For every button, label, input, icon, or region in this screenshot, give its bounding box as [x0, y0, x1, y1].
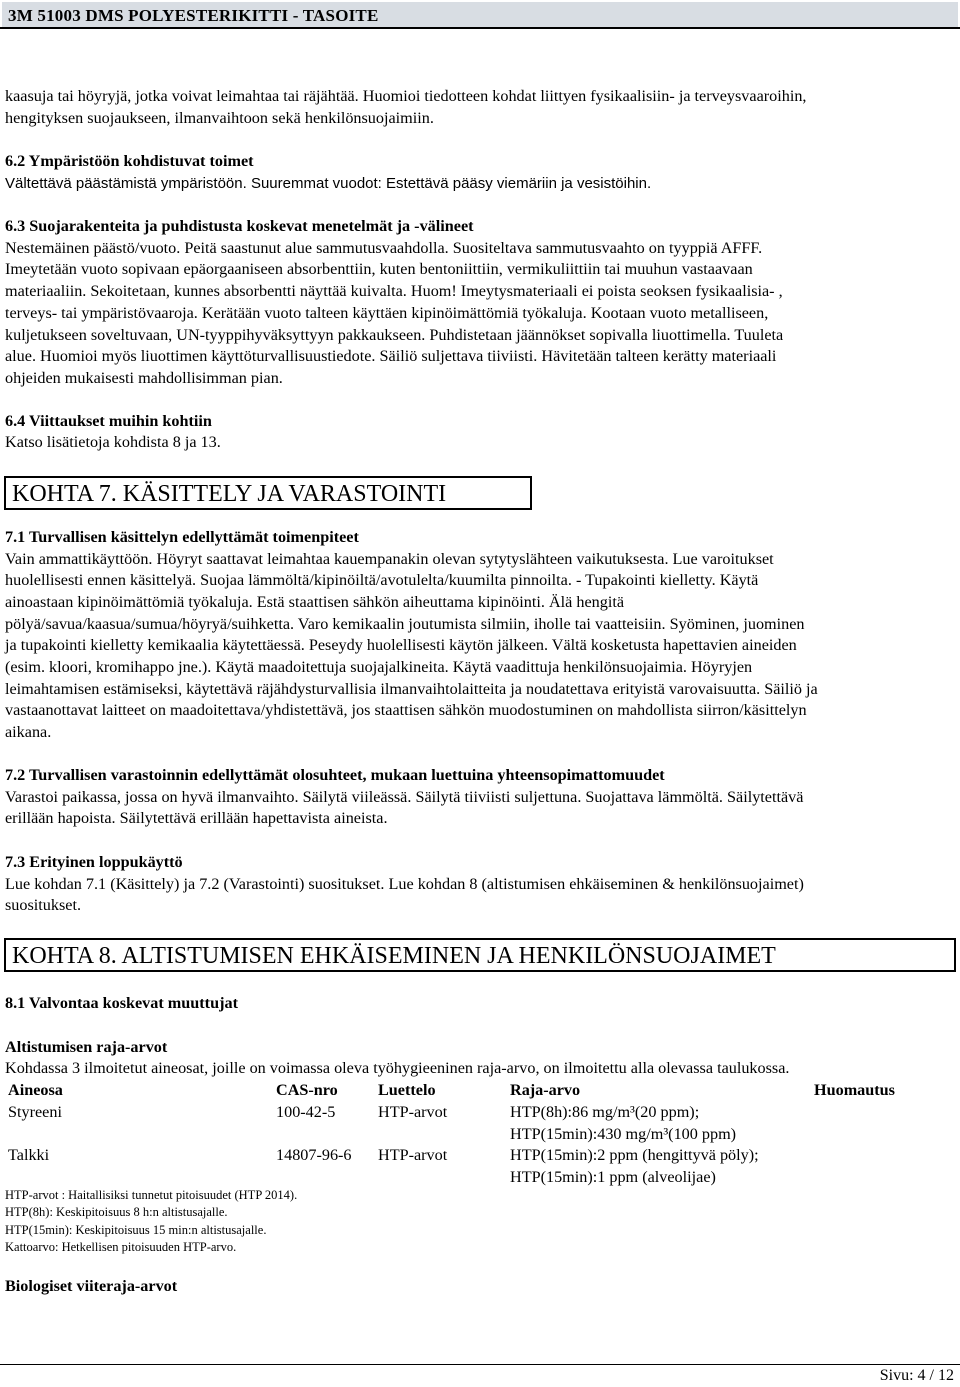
table-cell: HTP-arvot — [378, 1146, 448, 1164]
document-header — [2, 2, 958, 28]
paragraph-line: Lue kohdan 7.1 (Käsittely) ja 7.2 (Varastointi) suositukset. Lue kohdan 8 (altistumisen ehkäiseminen & henkilönsuojaimet) — [5, 875, 804, 893]
paragraph-line: materiaaliin. Sekoitetaan, kunnes absorbentti näyttää kuivalta. Huom! Imeytysmateriaali ei poista seoksen fysikaalisia- , — [5, 282, 783, 300]
table-header-cell: Raja-arvo — [510, 1081, 581, 1099]
table-cell: HTP(8h):86 mg/m³(20 ppm); — [510, 1103, 700, 1121]
paragraph-line: Imeytetään vuoto sopivaan epäorgaaniseen absorbenttiin, kuten bentoniittiin, vermikuliittiin tai muuhun vastaavaan — [5, 260, 753, 278]
subsection-heading-6-4: 6.4 Viittaukset muihin kohtiin — [5, 412, 212, 430]
subsection-heading-7-2: 7.2 Turvallisen varastoinnin edellyttämät olosuhteet, mukaan luettuina yhteensopimattomuudet — [5, 766, 665, 784]
table-cell: 14807-96-6 — [276, 1146, 352, 1164]
paragraph-line: erillään hapoista. Säilytettävä erillään hapettavista aineista. — [5, 809, 388, 827]
document-title: 3M 51003 DMS POLYESTERIKITTI - TASOITE — [8, 6, 379, 25]
table-footnote: HTP(15min): Keskipitoisuus 15 min:n altistusajalle. — [5, 1223, 267, 1237]
paragraph-line: Varastoi paikassa, jossa on hyvä ilmanvaihto. Säilytä viileässä. Säilytä tiiviisti suljettuna. Suojattava lämmöltä. Säilytettävä — [5, 788, 804, 806]
biological-limits-heading: Biologiset viiteraja-arvot — [5, 1277, 178, 1295]
header-divider — [0, 27, 960, 29]
table-cell: HTP(15min):2 ppm (hengittyvä pöly); — [510, 1146, 759, 1164]
subsection-heading-7-1: 7.1 Turvallisen käsittelyn edellyttämät toimenpiteet — [5, 528, 359, 546]
footer-divider — [0, 1364, 960, 1365]
table-footnote: HTP-arvot : Haitallisiksi tunnetut pitoisuudet (HTP 2014). — [5, 1188, 298, 1202]
paragraph-line: vastaanottavat laitteet on maadoitettava/yhdistettävä, jos staattisen sähkön muodostuminen on mahdollista siirron/käsittelyn — [5, 701, 807, 719]
section-7-title-box — [4, 476, 532, 510]
subsection-heading-6-3: 6.3 Suojarakenteita ja puhdistusta koskevat menetelmät ja -välineet — [5, 217, 474, 235]
paragraph-line: huolellisesti ennen käsittelyä. Suojaa lämmöltä/kipinöiltä/avotulelta/kuumilta pinnoilta. - Tupakointi kielletty. Käytä — [5, 571, 759, 589]
subsection-heading-8-1: 8.1 Valvontaa koskevat muuttujat — [5, 994, 238, 1012]
table-header-cell: Luettelo — [378, 1081, 436, 1099]
section-7-title: KOHTA 7. KÄSITTELY JA VARASTOINTI — [12, 481, 447, 507]
paragraph-line: alue. Huomioi myös liuottimen käyttöturvallisuustiedote. Säiliö suljettava tiiviisti. Hävitetään talteen kerätty materiaali — [5, 347, 777, 365]
table-header-cell: Aineosa — [8, 1081, 63, 1099]
table-cell: Styreeni — [8, 1103, 62, 1121]
table-footnote: HTP(8h): Keskipitoisuus 8 h:n altistusajalle. — [5, 1205, 228, 1219]
paragraph-line: kaasuja tai höyryjä, jotka voivat leimahtaa tai räjähtää. Huomioi tiedotteen kohdat liittyen fysikaalisiin- ja terveysvaaroihin, — [5, 87, 807, 105]
paragraph-line: hengityksen suojaukseen, ilmanvaihtoon sekä henkilönsuojaimiin. — [5, 109, 434, 127]
paragraph-line: suositukset. — [5, 896, 81, 914]
paragraph-line: (esim. kloori, kromihappo jne.). Käytä maadoitettuja suojajalkineita. Käytä vaadittuja henkilönsuojaimia. Höyryjen — [5, 658, 753, 676]
subsection-heading-6-2: 6.2 Ympäristöön kohdistuvat toimet — [5, 152, 254, 170]
paragraph-line: leimahtamisen estämiseksi, käytettävä räjähdysturvallisia ilmanvaihtolaitteita ja noudatettava erityistä varovaisuutta. Säiliö ja — [5, 680, 818, 698]
table-header-cell: CAS-nro — [276, 1081, 338, 1099]
table-cell: HTP(15min):1 ppm (alveolijae) — [510, 1168, 716, 1186]
table-header-cell: Huomautus — [814, 1081, 895, 1099]
paragraph-line: terveys- tai ympäristövaaroja. Kerätään vuoto talteen käyttäen kipinöimättömiä työkaluja. Kootaan vuoto metalliseen, — [5, 304, 769, 322]
paragraph-line: Vältettävä päästämistä ympäristöön. Suuremmat vuodot: Estettävä pääsy viemäriin ja vesistöihin. — [5, 175, 652, 192]
paragraph-line: Vain ammattikäyttöön. Höyryt saattavat leimahtaa kauempanakin olevan sytytyslähteen vaikutuksesta. Lue varoitukset — [5, 550, 774, 568]
paragraph-line: ainoastaan kipinöimättömiä työkaluja. Estä staattisen sähkön aiheuttama kipinöinti. Älä hengitä — [5, 593, 625, 611]
table-cell: Talkki — [8, 1146, 50, 1164]
section-8-title-box — [4, 938, 956, 972]
table-cell: HTP(15min):430 mg/m³(100 ppm) — [510, 1125, 737, 1143]
subsection-heading-7-3: 7.3 Erityinen loppukäyttö — [5, 853, 183, 871]
paragraph-line: ja tupakointi kielletty kemikaalia käytettäessä. Peseydy huolellisesti käytön jälkeen. Vältä kosketusta hapettavien aineiden — [5, 636, 797, 654]
paragraph-line: kuljetukseen soveltuvaan, UN-tyyppihyväksyttyyn pakkaukseen. Puhdistetaan jäännökset sopivalla liuottimella. Tuuleta — [5, 326, 784, 344]
paragraph-line: Katso lisätietoja kohdista 8 ja 13. — [5, 433, 221, 451]
exposure-limits-heading: Altistumisen raja-arvot — [5, 1038, 168, 1056]
table-cell: HTP-arvot — [378, 1103, 448, 1121]
paragraph-line: ohjeiden mukaisesti mahdollisimman pian. — [5, 369, 283, 387]
page-number: Sivu: 4 / 12 — [879, 1367, 954, 1384]
exposure-limits-intro: Kohdassa 3 ilmoitetut aineosat, joille on voimassa oleva työhygieeninen raja-arvo, on ilmoitettu alla olevassa taulukossa. — [5, 1059, 790, 1077]
table-footnote: Kattoarvo: Hetkellisen pitoisuuden HTP-arvo. — [5, 1240, 237, 1254]
paragraph-line: pölyä/savua/kaasua/sumua/höyryä/suihketta. Varo kemikaalin joutumista silmiin, iholle tai vaatteisiin. Syöminen, juominen — [5, 615, 805, 633]
table-cell: 100-42-5 — [276, 1103, 336, 1121]
paragraph-line: aikana. — [5, 723, 52, 741]
paragraph-line: Nestemäinen päästö/vuoto. Peitä saastunut alue sammutusvaahdolla. Suositeltava sammutusvaahto on tyyppiä AFFF. — [5, 239, 763, 257]
section-8-title: KOHTA 8. ALTISTUMISEN EHKÄISEMINEN JA HENKILÖNSUOJAIMET — [12, 943, 776, 969]
